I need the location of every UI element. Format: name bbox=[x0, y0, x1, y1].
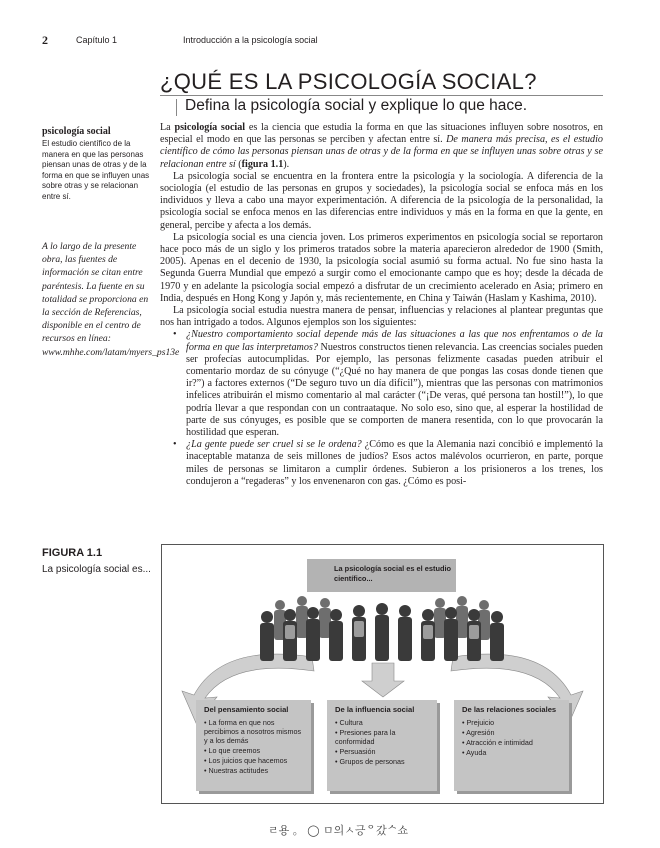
figure-1-1 bbox=[161, 544, 604, 804]
key-term: psicología social bbox=[174, 122, 246, 133]
box-title: Del pensamiento social bbox=[204, 705, 289, 714]
paragraph-2: La psicología social se encuentra en la frontera entre la psicología y la sociología. A diferencia de la sociología (el estudio de las personas en grupos y sociedades), la psicología social se enfoca más en los individuos y lleva a cabo una mayor experimentación. A diferencia de la psicología de la personalidad, la psicología social se enfoca menos en las diferencias entre individuos y más en la forma en que la gente, en general, percibe y afecta a los demás. bbox=[160, 170, 603, 231]
list-item: • ¿Nuestro comportamiento social depende más de las situaciones a las que nos enfrentamos o de la forma en que las interpretamos? Nuestros constructos tienen relevancia. Las creencias sociales pueden ser profecías autocumplidas. Por ejemplo, las personas felizmente casadas pueden atribuir el comentario mordaz de su cónyuge (“¿Qué no hay manera de que pongas las cosas donde tienen que ir?”) a factores externos (“De seguro tuvo un día difícil”), mientras que las personas con matrimonios infelices atribuirán el mismo comentario al mal carácter (“¡De veras, qué persona tan hostil!”), lo que podría llevar a que respondan con un contraataque. No solo eso, sino que, al esperar la hostilidad de parte de sus cónyuges, es posible que se comporten de manera resentida, con lo que provocarán la hostilidad que esperan. bbox=[173, 329, 603, 439]
list-item: • La forma en que nos percibimos a nosotros mismos y a los demás bbox=[204, 718, 302, 745]
figure-caption: La psicología social es... bbox=[42, 564, 151, 575]
definition-term: psicología social bbox=[42, 126, 111, 137]
paragraph-4: La psicología social estudia nuestra manera de pensar, influencias y relaciones al plantear preguntas que nos han intrigado a todos. Algunos ejemplos son los siguientes: bbox=[160, 305, 603, 329]
box-title: De la influencia social bbox=[335, 705, 415, 714]
list-item: • Lo que creemos bbox=[204, 746, 261, 755]
list-item: • Presiones para la conformidad bbox=[335, 728, 396, 746]
list-item: • Grupos de personas bbox=[335, 757, 405, 766]
chapter-label: Capítulo 1 bbox=[76, 35, 118, 45]
list-item: • Agresión bbox=[462, 728, 495, 737]
box-social-relations bbox=[454, 700, 569, 791]
paragraph-3: La psicología social es una ciencia joven. Los primeros experimentos en psicología social se reportaron hace poco más de un siglo y los primeros tratados sobre la materia aparecieron alrededor de 1900 (Smith, 2005). Apenas en el decenio de 1930, la psicología social asumió su forma actual. No fue sino hasta la Segunda Guerra Mundial que empezó a surgir como el emocionante campo que es hoy; desde la década de 1970 y en adelante la psicología social empezó a disfrutar de un crecimiento acelerado en Asia; primero en India, después en Hong Kong y Japón y, más recientemente, en China y Taiwán (Haslam y Kashima, 2010). bbox=[160, 231, 603, 304]
box-list bbox=[462, 718, 564, 757]
figure-label: FIGURA 1.1 bbox=[42, 547, 103, 559]
figure-reference: figura 1.1 bbox=[241, 158, 284, 170]
margin-note: A lo largo de la presente obra, las fuentes de información se citan entre paréntesis. La fuente en su totalidad se proporciona en la sección de Referencias, disponible en el centro de recursos en línea: www.mhhe.com/latam/myers_ps13e bbox=[42, 241, 180, 358]
page-number: 2 bbox=[42, 33, 48, 47]
box-social-influence bbox=[327, 700, 437, 791]
bullet-icon: • bbox=[173, 439, 177, 451]
learning-objective: Defina la psicología social y explique lo que hace. bbox=[185, 97, 528, 114]
question-list bbox=[160, 329, 603, 488]
bullet-icon: • bbox=[173, 329, 177, 341]
list-item: • Los juicios que hacemos bbox=[204, 756, 288, 765]
list-item: • ¿La gente puede ser cruel si se le ordena? ¿Cómo es que la Alemania nazi concibió e implementó la inaceptable matanza de seis millones de judíos? Esos actos malévolos ocurrieron, en parte, porque miles de personas se limitaron a cumplir órdenes. Subieron a los prisioneros a los trenes, los condujeron a “regaderas” y los envenenaron con gas. ¿Cómo es posi- bbox=[173, 439, 603, 487]
box-list bbox=[204, 718, 306, 775]
definition-text: El estudio científico de la manera en que las personas piensan unas de otras y de la forma en que se influyen unas sobre otras y se relacionan entre sí. bbox=[42, 139, 150, 201]
box-list bbox=[335, 718, 432, 766]
section-title: ¿QUÉ ES LA PSICOLOGÍA SOCIAL? bbox=[160, 69, 537, 94]
box-social-thinking bbox=[196, 700, 311, 791]
body-text bbox=[160, 122, 603, 488]
list-item: • Nuestras actitudes bbox=[204, 766, 269, 775]
subtitle-bar bbox=[176, 99, 177, 116]
callout-box: La psicología social es el estudio científico... bbox=[307, 559, 456, 592]
down-arrow-icon bbox=[362, 663, 404, 697]
list-item: • Prejuicio bbox=[462, 718, 495, 727]
box-title: De las relaciones sociales bbox=[462, 705, 557, 714]
title-rule bbox=[160, 95, 603, 96]
list-item: • Cultura bbox=[335, 718, 363, 727]
list-item: • Ayuda bbox=[462, 748, 487, 757]
list-item: • Persuasión bbox=[335, 747, 376, 756]
footer-watermark: ㄹ용 。 ◯ ㅁ의ㅅ긍ᄋ갔ᄉ쇼 bbox=[268, 824, 409, 837]
running-head-title: Introducción a la psicología social bbox=[183, 35, 318, 45]
list-item: • Atracción e intimidad bbox=[462, 738, 533, 747]
paragraph-1: La psicología social es la ciencia que estudia la forma en que las situaciones influyen sobre nosotros, en especial el modo en que las personas se perciben y afectan entre sí. De manera más precisa, es el estudio científico de cómo las personas piensan unas de otras y de la forma en que se influyen unas sobre otras y se relacionan entre sí (figura 1.1). bbox=[160, 122, 603, 170]
